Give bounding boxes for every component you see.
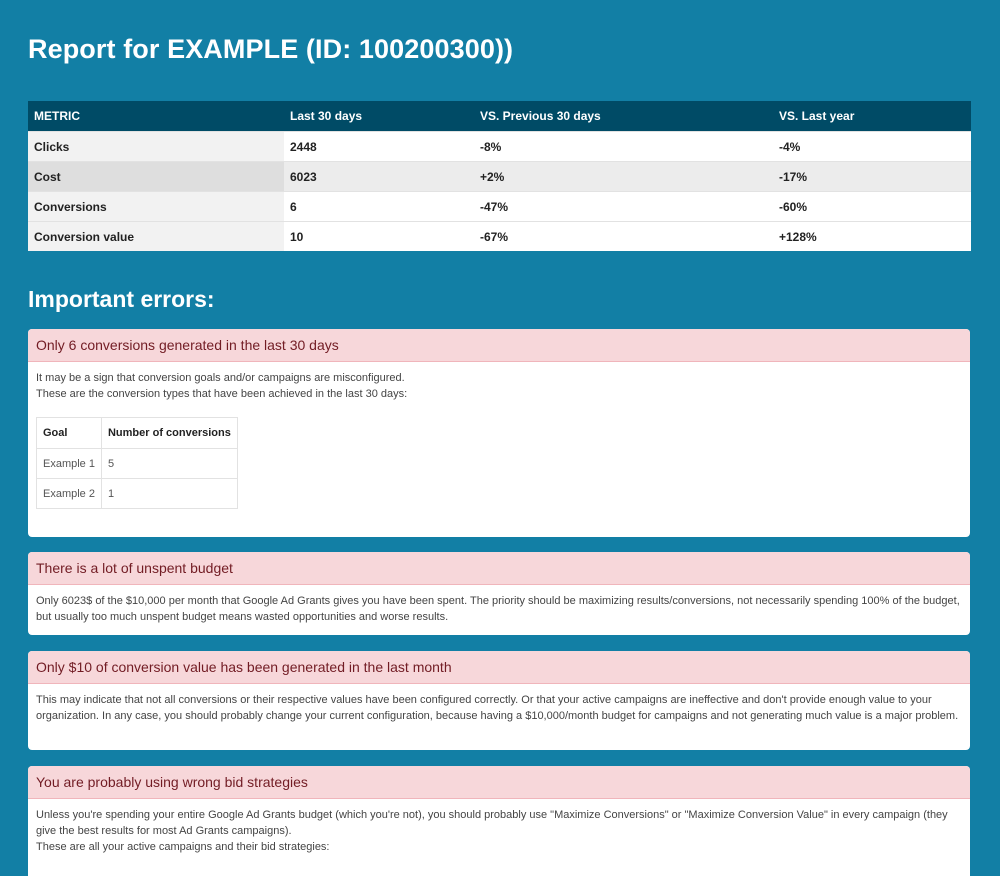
error-card-body <box>28 684 970 734</box>
error-card-body <box>28 585 970 635</box>
metrics-header-vs-year: VS. Last year <box>773 101 971 132</box>
metric-last30: 6 <box>284 192 474 222</box>
metric-vs-prev: -47% <box>474 192 773 222</box>
error-card-header: Only $10 of conversion value has been generated in the last month <box>28 651 970 684</box>
metric-last30: 10 <box>284 222 474 252</box>
metrics-row-conversions <box>28 192 971 222</box>
metrics-row-clicks <box>28 132 971 162</box>
metric-vs-prev: +2% <box>474 162 773 192</box>
metric-vs-prev: -8% <box>474 132 773 162</box>
metric-vs-year: -4% <box>773 132 971 162</box>
metrics-table <box>28 101 971 251</box>
error-card-header: You are probably using wrong bid strategies <box>28 766 970 799</box>
metrics-row-cost <box>28 162 971 192</box>
table-row <box>37 449 238 479</box>
error-text-line: Only 6023$ of the $10,000 per month that Google Ad Grants gives you have been spent. The priority should be maximizing results/conversions, not necessarily spending 100% of the budget, but usually too much unspent budget means wasted opportunities and worse results. <box>36 595 960 623</box>
goal-name: Example 1 <box>37 449 102 479</box>
error-text-line: It may be a sign that conversion goals and/or campaigns are misconfigured. <box>36 372 405 384</box>
table-row <box>37 479 238 509</box>
goals-header-count: Number of conversions <box>101 418 237 449</box>
metric-vs-year: -60% <box>773 192 971 222</box>
metrics-header-vs-prev: VS. Previous 30 days <box>474 101 773 132</box>
metric-name: Clicks <box>28 132 284 162</box>
page-title: Report for EXAMPLE (ID: 100200300)) <box>28 34 514 64</box>
error-card-body <box>28 799 970 865</box>
error-text-line: This may indicate that not all conversions or their respective values have been configured correctly. Or that your active campaigns are ineffective and don't provide enough value to your organization. In any case, you should probably change your current configuration, because having a $10,000/month budget for campaigns and not generating much value is a major problem. <box>36 694 959 722</box>
error-card-conversion-value <box>28 651 970 750</box>
metrics-header-metric: METRIC <box>28 101 284 132</box>
error-card-bid-strategies <box>28 766 970 876</box>
error-card-header: Only 6 conversions generated in the last 30 days <box>28 329 970 362</box>
error-text-line: These are the conversion types that have been achieved in the last 30 days: <box>36 388 408 400</box>
error-text-line: These are all your active campaigns and their bid strategies: <box>36 841 330 853</box>
conversion-goals-table <box>36 417 238 509</box>
error-card-header: There is a lot of unspent budget <box>28 552 970 585</box>
goal-count: 1 <box>101 479 237 509</box>
metric-name: Conversions <box>28 192 284 222</box>
metric-vs-prev: -67% <box>474 222 773 252</box>
error-card-body <box>28 362 970 519</box>
metric-last30: 2448 <box>284 132 474 162</box>
metrics-header-last30: Last 30 days <box>284 101 474 132</box>
goals-header-row <box>37 418 238 449</box>
errors-section-title: Important errors: <box>28 286 215 312</box>
metric-name: Cost <box>28 162 284 192</box>
metric-vs-year: -17% <box>773 162 971 192</box>
goal-count: 5 <box>101 449 237 479</box>
metrics-row-conversion-value <box>28 222 971 252</box>
metrics-header-row <box>28 101 971 132</box>
error-card-conversions <box>28 329 970 537</box>
metric-last30: 6023 <box>284 162 474 192</box>
metric-vs-year: +128% <box>773 222 971 252</box>
error-card-unspent-budget <box>28 552 970 635</box>
error-text-line: Unless you're spending your entire Google Ad Grants budget (which you're not), you should probably use "Maximize Conversions" or "Maximize Conversion Value" in every campaign (they give the best results for most Ad Grants campaigns). <box>36 809 948 837</box>
metric-name: Conversion value <box>28 222 284 252</box>
goals-header-goal: Goal <box>37 418 102 449</box>
goal-name: Example 2 <box>37 479 102 509</box>
